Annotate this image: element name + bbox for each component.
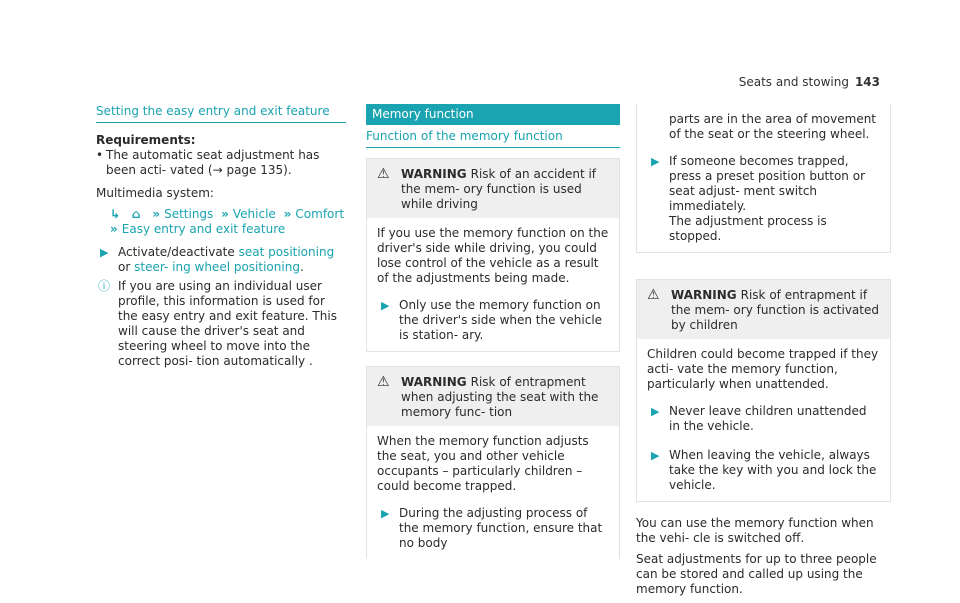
seat-positioning-link[interactable]: seat positioning [238,245,335,259]
section-title-easy-entry: Setting the easy entry and exit feature [96,104,346,123]
section-name: Seats and stowing [738,75,849,89]
step-arrow-icon: ▶ [381,299,390,312]
warning-box-entrapment-children [636,279,891,502]
warning-icon: ⚠ [647,287,660,303]
steering-wheel-positioning-link[interactable]: steer- ing wheel positioning [134,260,300,274]
step-result: The adjustment process is stopped. [669,214,827,243]
step-text: Activate/deactivate [118,245,235,259]
warning-word: WARNING [671,288,737,302]
chevron-icon: » [283,207,292,221]
nav-easy-entry[interactable]: Easy entry and exit feature [121,222,286,236]
warning-box-entrapment-seat [366,366,620,559]
nav-comfort[interactable]: Comfort [295,207,345,221]
step-arrow-icon: ▶ [651,405,660,418]
chevron-icon: » [110,222,118,236]
warning-header [367,159,619,218]
info-note [96,279,346,369]
warning-body: When the memory function adjusts the seat, you and other vehicle occupants – particularly children – could become trapped. [377,434,589,493]
warning-step [367,292,619,351]
warning-body: Children could become trapped if they acti- vate the memory function, particularly when unattended. [647,347,879,391]
warning-header [637,280,890,339]
note-text: If you are using an individual user profile, this information is used for the easy entry and exit feature. This will cause the driver's seat and steering wheel to move into the correct posi- tion automatically . [118,279,337,368]
chevron-icon: » [152,207,161,221]
step-activate: ▶ Activate/deactivate seat positioning or steer- ing wheel positioning. [100,245,335,274]
step-text: During the adjusting process of the memory function, ensure that no body [399,506,603,550]
warning-body: If you use the memory function on the driver's side while driving, you could lose control of the vehicle as a result of the adjustments being made. [377,226,609,285]
nav-vehicle[interactable]: Vehicle [232,207,276,221]
step-arrow-icon: ▶ [381,507,390,520]
warning-title: Risk of entrapment when adjusting the seat with the memory func- tion [401,375,599,419]
warning-step [637,442,890,501]
warning-box-continued [636,104,891,253]
step-text: When leaving the vehicle, always take the key with you and lock the vehicle. [669,448,877,492]
warning-word: WARNING [401,375,467,389]
warning-step [637,148,890,252]
step-text: If someone becomes trapped, press a preset position button or seat adjust- ment switch immediately. [669,154,865,213]
warning-step [367,500,619,559]
step-arrow-icon: ▶ [100,246,109,259]
nav-path [106,207,346,237]
nav-settings[interactable]: Settings [164,207,214,221]
warning-header [367,367,619,426]
section-title-memory: Function of the memory function [366,129,620,148]
requirements-list [96,148,346,178]
warning-title: Risk of an accident if the mem- ory function is used while driving [401,167,597,211]
paragraph-switched-off: You can use the memory function when the vehi- cle is switched off. [636,516,874,545]
step-text: Only use the memory function on the driver's side when the vehicle is station- ary. [399,298,603,342]
page-header [739,75,880,90]
memory-function-banner: Memory function [366,104,620,125]
column-memory-cont [636,104,891,603]
step-arrow-icon: ▶ [651,155,660,168]
requirements-label: Requirements: [96,133,196,147]
info-icon: ⓘ [98,279,111,293]
continued-text: parts are in the area of movement of the seat or the steering wheel. [669,112,877,141]
warning-step [637,398,890,442]
column-easy-entry [96,104,346,369]
home-icon[interactable]: ⌂ [131,207,141,221]
warning-icon: ⚠ [377,166,390,182]
chevron-icon: » [221,207,229,221]
warning-title: Risk of entrapment if the mem- ory function is activated by children [671,288,879,332]
warning-icon: ⚠ [377,374,390,390]
warning-word: WARNING [401,167,467,181]
step-or: or [118,260,131,274]
warning-box-accident [366,158,620,352]
requirement-item: • The automatic seat adjustment has been acti- vated (→ page 135). [96,148,346,178]
multimedia-label: Multimedia system: [96,186,214,200]
nav-return-icon: ↳ [110,207,121,221]
paragraph-storage: Seat adjustments for up to three people can be stored and called up using the memory function. [636,552,877,596]
column-memory-function [366,104,620,573]
page-number: 143 [854,75,880,89]
step-text: Never leave children unattended in the vehicle. [669,404,867,433]
step-arrow-icon: ▶ [651,449,660,462]
